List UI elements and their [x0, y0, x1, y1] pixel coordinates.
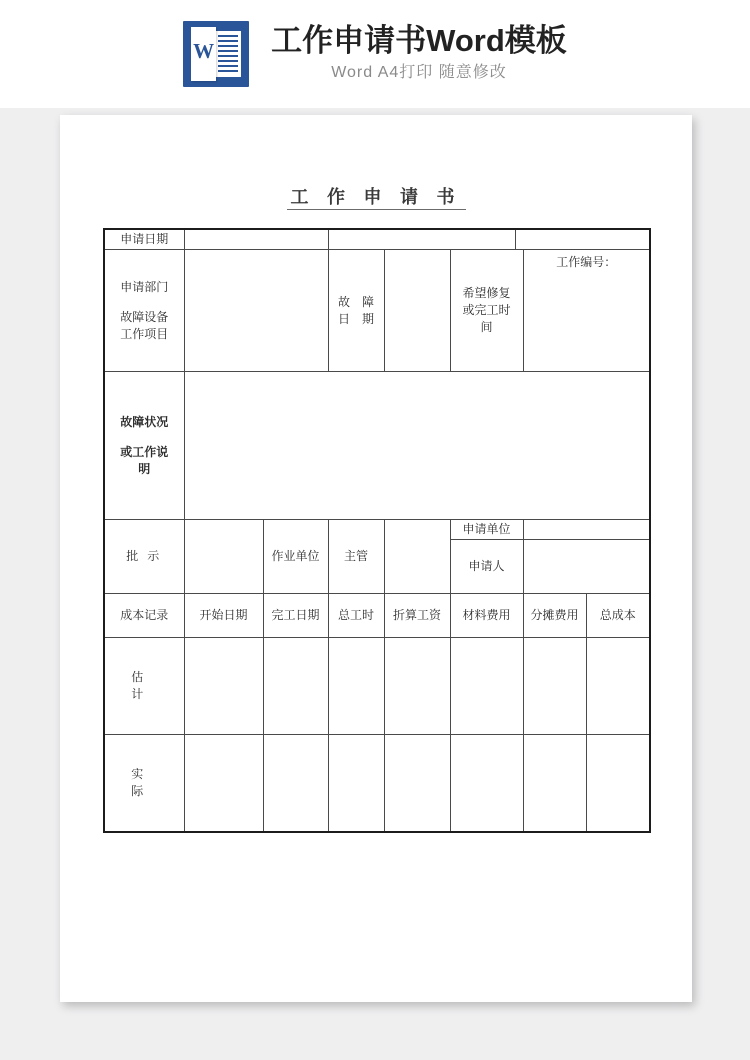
word-icon	[183, 21, 249, 87]
table-row-department	[104, 250, 650, 372]
cell-work-number[interactable]	[523, 250, 650, 372]
cost-col-1: 开始日期	[184, 594, 263, 638]
label-fault-description	[104, 372, 184, 520]
label-supervisor: 主管	[328, 520, 384, 594]
label-fault-description-line1: 故障状况	[120, 414, 169, 429]
label-work-number: 工作编号：	[556, 255, 617, 269]
page-title: 工作申请书Word模板	[271, 23, 567, 58]
label-department-line2: 故障设备	[120, 309, 169, 324]
spacer-top-middle	[328, 229, 515, 250]
value-applicant[interactable]	[523, 540, 650, 594]
label-department-line1: 申请部门	[120, 279, 169, 294]
label-fault-description-line2: 或工作说	[120, 444, 169, 459]
actual-cell-4[interactable]	[450, 735, 523, 832]
table-row-apply-date	[104, 229, 650, 250]
estimate-cell-2[interactable]	[328, 638, 384, 735]
estimate-cell-0[interactable]	[184, 638, 263, 735]
table-row-actual	[104, 735, 650, 832]
label-approval: 批 示	[104, 520, 184, 594]
estimate-cell-3[interactable]	[384, 638, 450, 735]
word-icon-letter: W	[193, 39, 215, 63]
label-expected-finish-line2: 或完工时	[462, 303, 511, 317]
estimate-cell-1[interactable]	[263, 638, 328, 735]
page-subtitle: Word A4打印 随意修改	[331, 64, 507, 81]
value-fault-date[interactable]	[384, 250, 450, 372]
cost-col-5: 材料费用	[450, 594, 523, 638]
value-applicant-unit[interactable]	[523, 520, 650, 540]
spacer-top-right	[515, 229, 650, 250]
document-paper	[60, 115, 692, 1002]
header-text	[271, 22, 567, 86]
label-actual: 实 际	[104, 735, 184, 832]
label-fault-date-line2: 日 期	[337, 311, 374, 326]
value-department[interactable]	[184, 250, 328, 372]
cost-col-2: 完工日期	[263, 594, 328, 638]
table-row-approval-unit	[104, 520, 650, 540]
label-fault-date	[328, 250, 384, 372]
word-icon-document	[215, 31, 241, 77]
label-estimate: 估 计	[104, 638, 184, 735]
table-row-estimate	[104, 638, 650, 735]
table-row-cost-header	[104, 594, 650, 638]
estimate-cell-5[interactable]	[523, 638, 586, 735]
cost-col-6: 分摊费用	[523, 594, 586, 638]
label-applicant-unit: 申请单位	[450, 520, 523, 540]
label-operating-unit: 作业单位	[263, 520, 328, 594]
label-expected-finish-line3: 间	[480, 320, 493, 334]
label-department-line3: 工作项目	[120, 326, 169, 341]
form-table-wrapper	[103, 228, 649, 833]
value-approval[interactable]	[184, 520, 263, 594]
actual-cell-2[interactable]	[328, 735, 384, 832]
work-application-form	[103, 228, 651, 833]
cost-col-4: 折算工资	[384, 594, 450, 638]
document-title-text: 工 作 申 请 书	[287, 187, 466, 210]
label-expected-finish	[450, 250, 523, 372]
actual-cell-0[interactable]	[184, 735, 263, 832]
page-header	[0, 0, 750, 108]
estimate-cell-4[interactable]	[450, 638, 523, 735]
label-fault-description-line3: 明	[138, 461, 151, 476]
label-department	[104, 250, 184, 372]
label-fault-date-line1: 故 障	[337, 294, 374, 309]
table-row-fault-description	[104, 372, 650, 520]
value-apply-date[interactable]	[184, 229, 328, 250]
actual-cell-1[interactable]	[263, 735, 328, 832]
document-title	[60, 183, 692, 209]
actual-cell-6[interactable]	[586, 735, 650, 832]
document-canvas	[0, 108, 750, 1060]
actual-cell-5[interactable]	[523, 735, 586, 832]
value-fault-description[interactable]	[184, 372, 650, 520]
label-expected-finish-line1: 希望修复	[462, 286, 511, 300]
cost-col-3: 总工时	[328, 594, 384, 638]
label-applicant: 申请人	[450, 540, 523, 594]
cost-col-0: 成本记录	[104, 594, 184, 638]
label-apply-date: 申请日期	[104, 229, 184, 250]
value-supervisor[interactable]	[384, 520, 450, 594]
header-inner	[183, 21, 567, 87]
cost-col-7: 总成本	[586, 594, 650, 638]
estimate-cell-6[interactable]	[586, 638, 650, 735]
actual-cell-3[interactable]	[384, 735, 450, 832]
